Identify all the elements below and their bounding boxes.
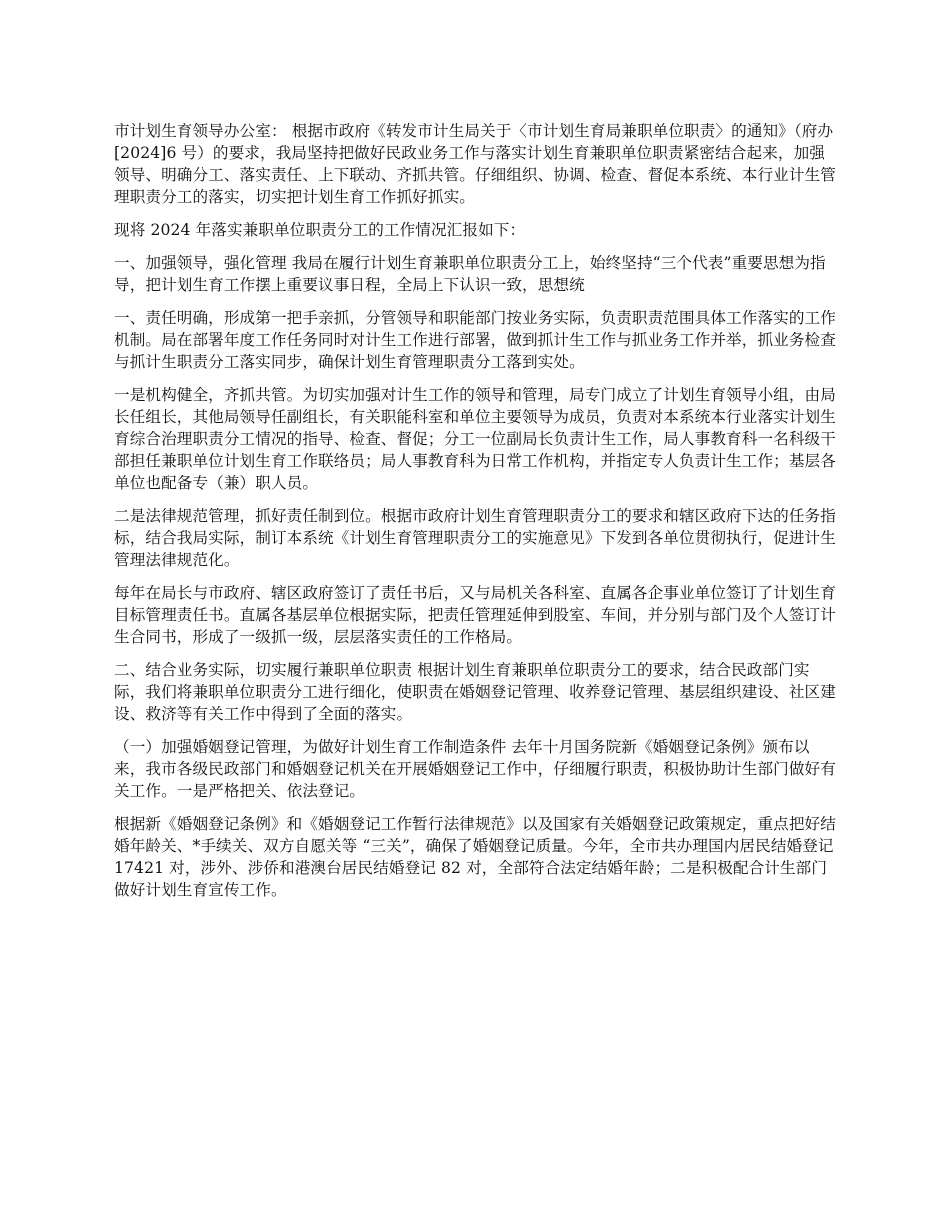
paragraph-section-one-heading: 一、加强领导，强化管理 我局在履行计划生育兼职单位职责分工上，始终坚持“三个代表”重要思想为指导，把计划生育工作摆上重要议事日程，全局上下认识一致，思想统 (114, 254, 826, 294)
paragraph-marriage-registration: 根据新《婚姻登记条例》和《婚姻登记工作暂行法律规范》以及国家有关婚姻登记政策规定，重点把好结婚年龄关、*手续关、双方自愿关等 “三关”，确保了婚姻登记质量。今年，全市共办理国内居民结婚登记 17421 对，涉外、涉侨和港澳台居民结婚登记 82 对，全部符合法定结婚年龄；二是积极配合计生部门做好计划生育宣传工作。 (114, 815, 836, 899)
paragraph-legal-management: 二是法律规范管理，抓好责任制到位。根据市政府计划生育管理职责分工的要求和辖区政府下达的任务指标，结合我局实际，制订本系统《计划生育管理职责分工的实施意见》下发到各单位贯彻执行，促进计生管理法律规范化。 (114, 507, 836, 569)
paragraph-section-two-heading: 二、结合业务实际，切实履行兼职单位职责 根据计划生育兼职单位职责分工的要求，结合民政部门实际，我们将兼职单位职责分工进行细化，使职责在婚姻登记管理、收养登记管理、基层组织建设、社区建设、救济等有关工作中得到了全面的落实。 (114, 661, 836, 723)
paragraph-responsibility: 一、责任明确，形成第一把手亲抓，分管领导和职能部门按业务实际，负责职责范围具体工作落实的工作机制。局在部署年度工作任务同时对计生工作进行部署，做到抓计生工作与抓业务工作并举，抓业务检查与抓计生职责分工落实同步，确保计划生育管理职责分工落到实处。 (114, 309, 836, 371)
paragraph-opening: 市计划生育领导办公室： 根据市政府《转发市计生局关于〈市计划生育局兼职单位职责〉的通知》（府办[2024]6 号）的要求，我局坚持把做好民政业务工作与落实计划生育兼职单位职责紧密结合起来，加强领导、明确分工、落实责任、上下联动、齐抓共管。仔细组织、协调、检查、督促本系统、本行业计生管理职责分工的落实，切实把计划生育工作抓好抓实。 (114, 122, 836, 206)
paragraph-responsibility-contracts: 每年在局长与市政府、辖区政府签订了责任书后，又与局机关各科室、直属各企事业单位签订了计划生育目标管理责任书。直属各基层单位根据实际，把责任管理延伸到股室、车间，并分别与部门及个人签订计生合同书，形成了一级抓一级，层层落实责任的工作格局。 (114, 584, 836, 646)
paragraph-marriage-management: （一）加强婚姻登记管理，为做好计划生育工作制造条件 去年十月国务院新《婚姻登记条例》颁布以来，我市各级民政部门和婚姻登记机关在开展婚姻登记工作中，仔细履行职责，积极协助计生部门做好有关工作。一是严格把关、依法登记。 (114, 738, 836, 800)
paragraph-organization: 一是机构健全，齐抓共管。为切实加强对计生工作的领导和管理，局专门成立了计划生育领导小组，由局长任组长，其他局领导任副组长，有关职能科室和单位主要领导为成员，负责对本系统本行业落实计划生育综合治理职责分工情况的指导、检查、督促；分工一位副局长负责计生工作，局人事教育科一名科级干部担任兼职单位计划生育工作联络员；局人事教育科为日常工作机构，并指定专人负责计生工作；基层各单位也配备专（兼）职人员。 (114, 386, 836, 492)
paragraph-report-intro: 现将 2024 年落实兼职单位职责分工的工作情况汇报如下： (114, 221, 526, 239)
